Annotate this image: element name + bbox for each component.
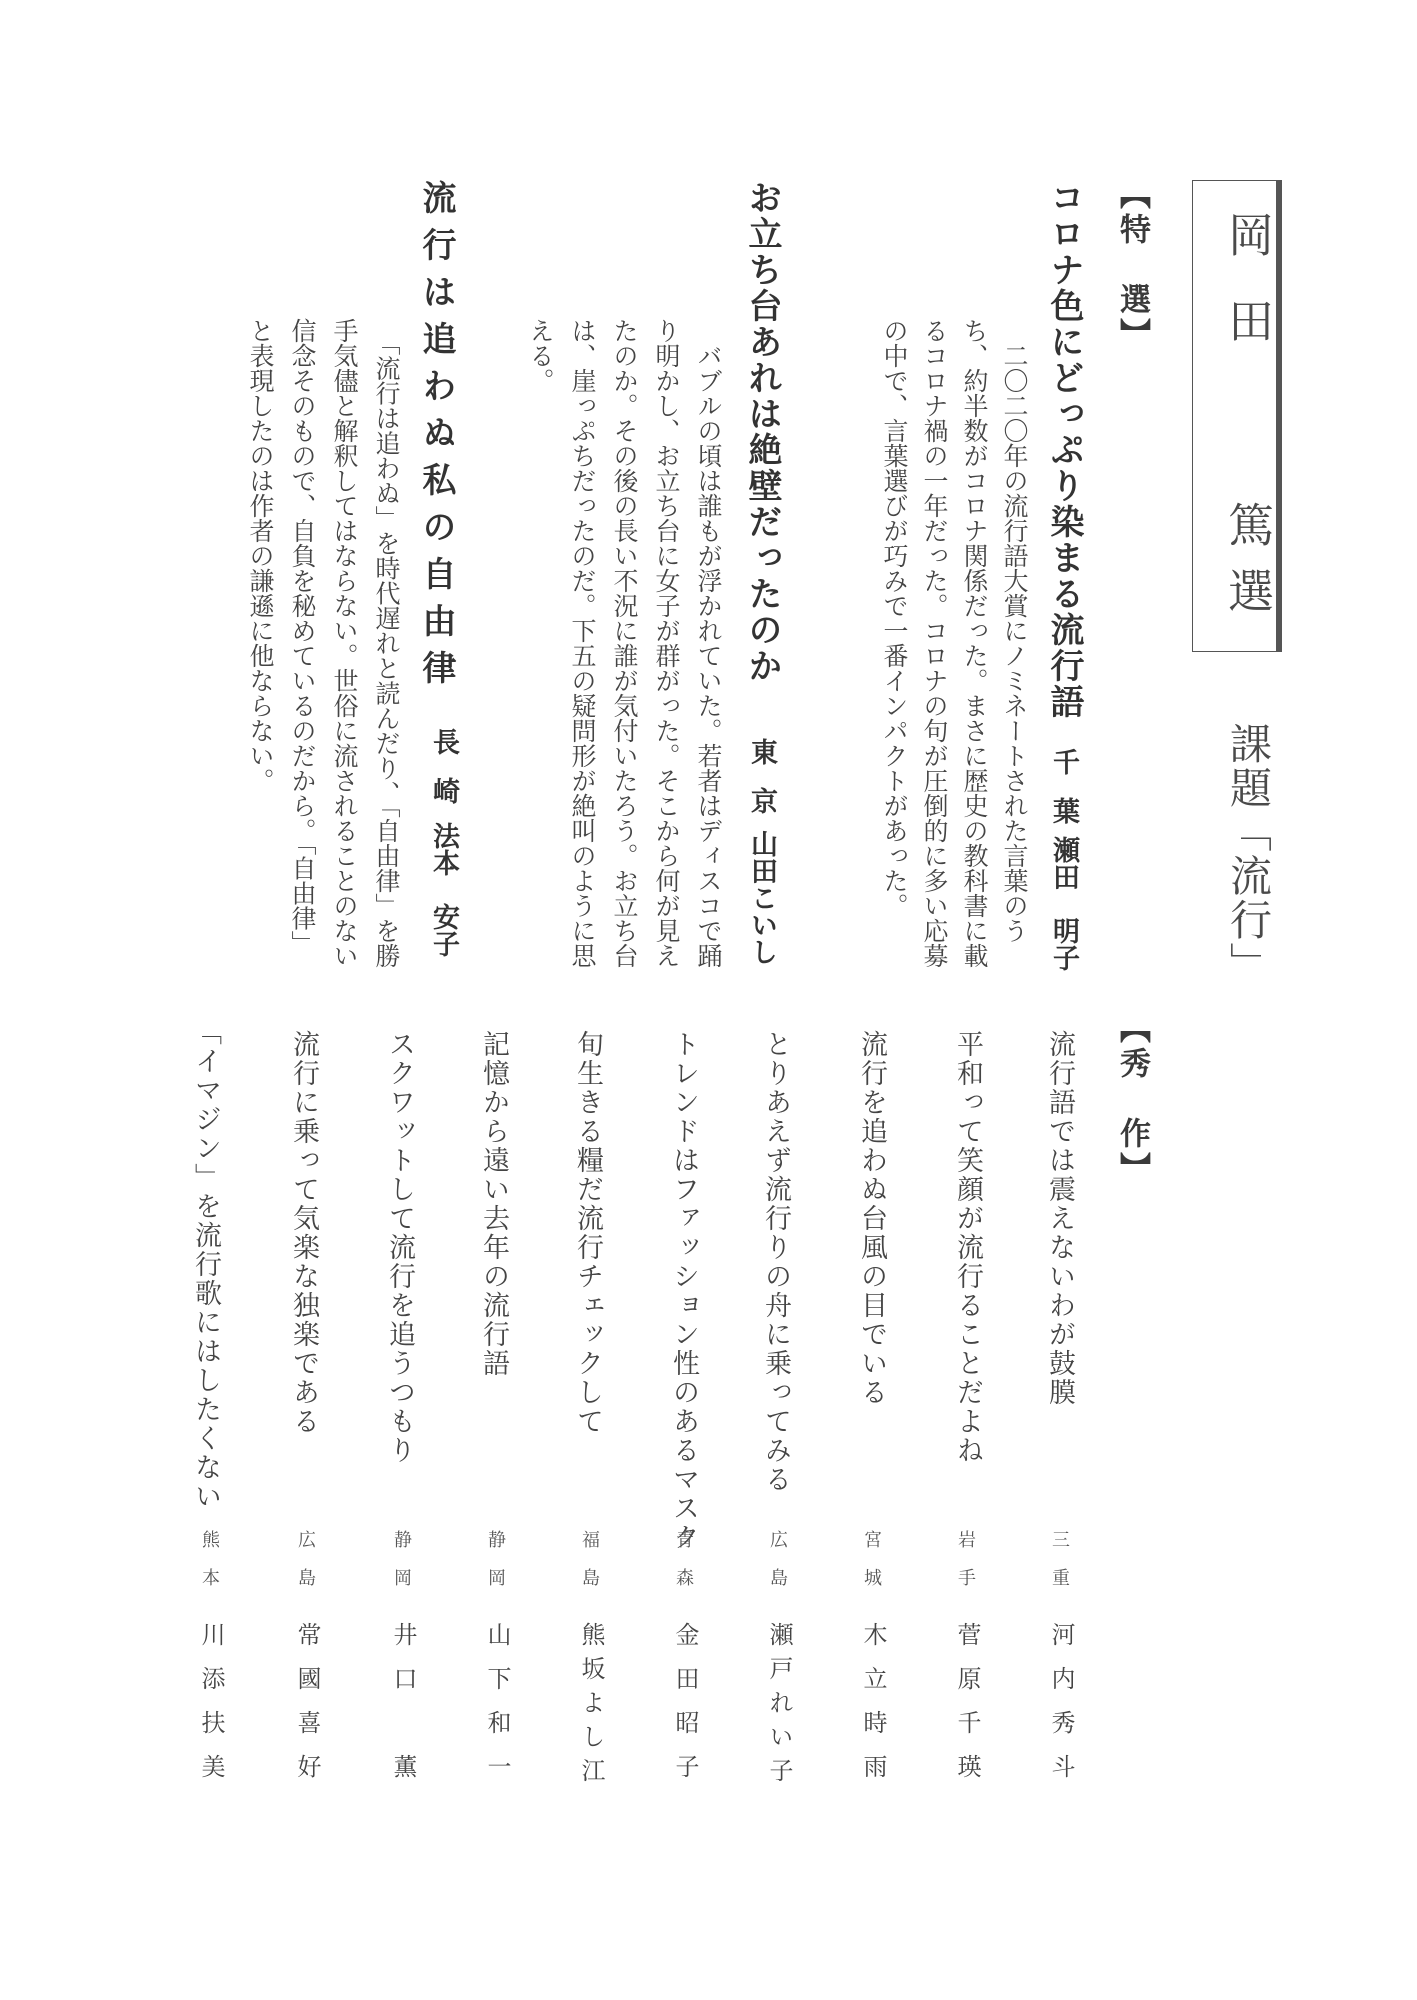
tokusen-comment-3-line-1: 「流行は追わぬ」を時代遅れと読んだり、「自由律」を勝	[372, 318, 401, 968]
tokusen-author-1: 瀬田 明子	[1048, 836, 1079, 971]
shusaku-pref-5: 青森	[673, 1530, 694, 1606]
selector-surname: 岡田	[1221, 211, 1275, 383]
tokusen-comment-1-line-2: ち、約半数がコロナ関係だった。まさに歴史の教科書に載	[960, 318, 989, 968]
shusaku-author-9: 常國喜好	[293, 1622, 321, 1798]
tokusen-comment-1-line-3: るコロナ禍の一年だった。コロナの句が圧倒的に多い応募	[920, 318, 949, 968]
tokusen-comment-2-line-2: り明かし、お立ち台に女子が群がった。そこから何が見え	[652, 318, 681, 968]
shusaku-ku-5: トレンドはファッション性のあるマスク	[668, 1030, 699, 1552]
shusaku-pref-3: 宮城	[861, 1530, 882, 1606]
shusaku-ku-3: 流行を追わぬ台風の目でいる	[856, 1030, 887, 1407]
shusaku-author-10: 川添扶美	[197, 1622, 225, 1798]
tokusen-comment-3-line-3: 信念そのもので、自負を秘めているのだから。「自由律」	[288, 318, 317, 956]
shusaku-pref-1: 三重	[1049, 1530, 1070, 1606]
shusaku-author-2: 菅原千瑛	[953, 1622, 981, 1798]
shusaku-author-8: 井口 薫	[389, 1622, 417, 1798]
shusaku-author-4: 瀬戸れい子	[765, 1622, 793, 1792]
tokusen-comment-3-line-4: と表現したのは作者の謙遜に他ならない。	[246, 318, 275, 793]
shusaku-ku-8: スクワットして流行を追うつもり	[384, 1030, 415, 1465]
theme-heading: 課題「流行」	[1224, 722, 1273, 986]
tokusen-pref-3: 長崎	[428, 728, 459, 826]
shusaku-pref-4: 広島	[767, 1530, 788, 1606]
shusaku-ku-1: 流行語では震えないわが鼓膜	[1044, 1030, 1075, 1407]
tokusen-ku-3: 流行は追わぬ私の自由律	[416, 180, 456, 697]
shusaku-pref-6: 福島	[579, 1530, 600, 1606]
shusaku-author-6: 熊坂よし江	[577, 1622, 605, 1792]
tokusen-pref-1: 千葉	[1048, 748, 1079, 846]
tokusen-author-2: 山田こいし	[746, 830, 777, 965]
tokusen-label: 【特 選】	[1114, 178, 1150, 353]
shusaku-ku-9: 流行に乗って気楽な独楽である	[288, 1030, 319, 1436]
tokusen-comment-3-line-2: 手気儘と解釈してはならない。世俗に流されることのない	[330, 318, 359, 968]
tokusen-comment-2-line-5: える。	[526, 318, 555, 393]
shusaku-ku-2: 平和って笑顔が流行ることだよね	[952, 1030, 983, 1465]
tokusen-comment-2-line-1: バブルの頃は誰もが浮かれていた。若者はディスコで踊	[694, 318, 723, 968]
tokusen-comment-2-line-4: は、崖っぷちだったのだ。下五の疑問形が絶叫のように思	[568, 318, 597, 968]
shusaku-pref-9: 広島	[295, 1530, 316, 1606]
tokusen-author-3: 法本 安子	[428, 822, 459, 957]
shusaku-author-1: 河内秀斗	[1047, 1622, 1075, 1798]
tokusen-comment-2-line-3: たのか。その後の長い不況に誰が気付いたろう。お立ち台	[610, 318, 639, 968]
shusaku-author-3: 木立時雨	[859, 1622, 887, 1798]
shusaku-author-7: 山下和一	[483, 1622, 511, 1798]
tokusen-ku-1: コロナ色にどっぷり染まる流行語	[1044, 180, 1084, 720]
tokusen-pref-2: 東京	[746, 738, 777, 836]
shusaku-pref-8: 静岡	[391, 1530, 412, 1606]
tokusen-comment-1-line-1: 二〇二〇年の流行語大賞にノミネートされた言葉のう	[1000, 318, 1029, 943]
shusaku-pref-7: 静岡	[485, 1530, 506, 1606]
shusaku-ku-4: とりあえず流行りの舟に乗ってみる	[760, 1030, 791, 1494]
shusaku-pref-10: 熊本	[199, 1530, 220, 1606]
shusaku-pref-2: 岩手	[955, 1530, 976, 1606]
shusaku-ku-7: 記憶から遠い去年の流行語	[478, 1030, 509, 1378]
shusaku-label: 【秀 作】	[1114, 1012, 1150, 1187]
selector-name: 篤選	[1221, 501, 1275, 633]
shusaku-ku-6: 旬生きる糧だ流行チェックして	[572, 1030, 603, 1436]
tokusen-ku-2: お立ち台あれは絶壁だったのか	[742, 180, 782, 684]
tokusen-comment-1-line-4: の中で、言葉選びが巧みで一番インパクトがあった。	[880, 318, 909, 918]
shusaku-ku-10: 「イマジン」を流行歌にはしたくない	[190, 1018, 221, 1511]
selector-title-box	[1192, 180, 1282, 652]
shusaku-author-5: 金田昭子	[671, 1622, 699, 1798]
